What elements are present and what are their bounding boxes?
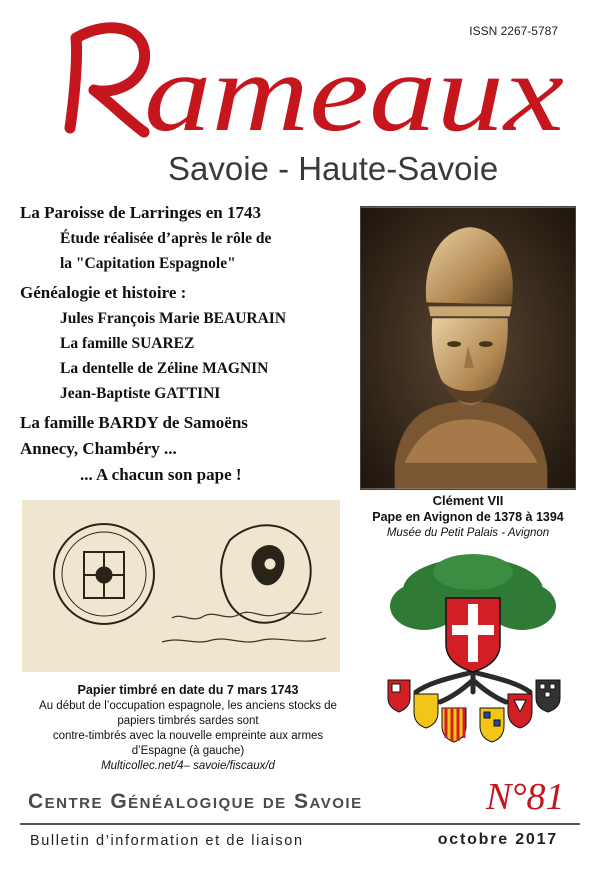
stamp-caption-title: Papier timbré en date du 7 mars 1743: [77, 683, 299, 697]
toc-item: La dentelle de Zéline MAGNIN: [60, 360, 269, 377]
toc-item: La famille SUAREZ: [60, 335, 195, 352]
masthead-logo: [40, 10, 570, 140]
stamp-caption: [20, 682, 356, 774]
masthead-subtitle: Savoie - Haute-Savoie: [168, 150, 499, 187]
stamp-caption-line: contre-timbrés avec la nouvelle empreinte aux armes: [52, 730, 324, 742]
stamp-caption-line: d’Espagne (à gauche): [131, 745, 245, 757]
toc-item: Annecy, Chambéry ...: [20, 439, 177, 458]
stamp-caption-source: Multicollec.net/4– savoie/fiscaux/d: [101, 760, 275, 772]
toc-item: Généalogie et histoire :: [20, 283, 187, 302]
table-of-contents: [20, 200, 360, 488]
toc-item: La famille BARDY de Samoëns: [20, 413, 248, 432]
footer-divider: [20, 823, 580, 825]
toc-item: Étude réalisée d’après le rôle de: [60, 230, 272, 247]
toc-item: la "Capitation Espagnole": [60, 255, 236, 272]
photo-caption-credit: Musée du Petit Palais - Avignon: [386, 527, 550, 539]
toc-item: Jules François Marie BEAURAIN: [60, 310, 287, 327]
photo-caption-subtitle: Pape en Avignon de 1378 à 1394: [372, 510, 564, 524]
pope-bust-photo: [360, 206, 576, 490]
organization-name: Centre Généalogique de Savoie: [28, 790, 363, 813]
issn: ISSN 2267-5787: [469, 24, 558, 38]
toc-item: Jean-Baptiste GATTINI: [60, 385, 221, 402]
masthead-title: ameaux: [144, 31, 564, 140]
genealogy-tree-coat-of-arms: [380, 552, 566, 748]
stamp-caption-line: papiers timbrés sardes sont: [117, 715, 259, 727]
stamp-caption-line: Au début de l’occupation espagnole, les anciens stocks de: [39, 700, 337, 712]
issue-number: N°81: [486, 776, 565, 818]
photo-caption-title: Clément VII: [432, 493, 504, 508]
stamped-paper-image: [22, 500, 340, 672]
toc-item: ... A chacun son pape !: [80, 465, 242, 484]
toc-item: La Paroisse de Larringes en 1743: [20, 203, 261, 222]
bulletin-label: Bulletin d’information et de liaison: [30, 833, 304, 849]
issue-date: octobre 2017: [437, 831, 558, 848]
photo-caption: [352, 493, 584, 541]
